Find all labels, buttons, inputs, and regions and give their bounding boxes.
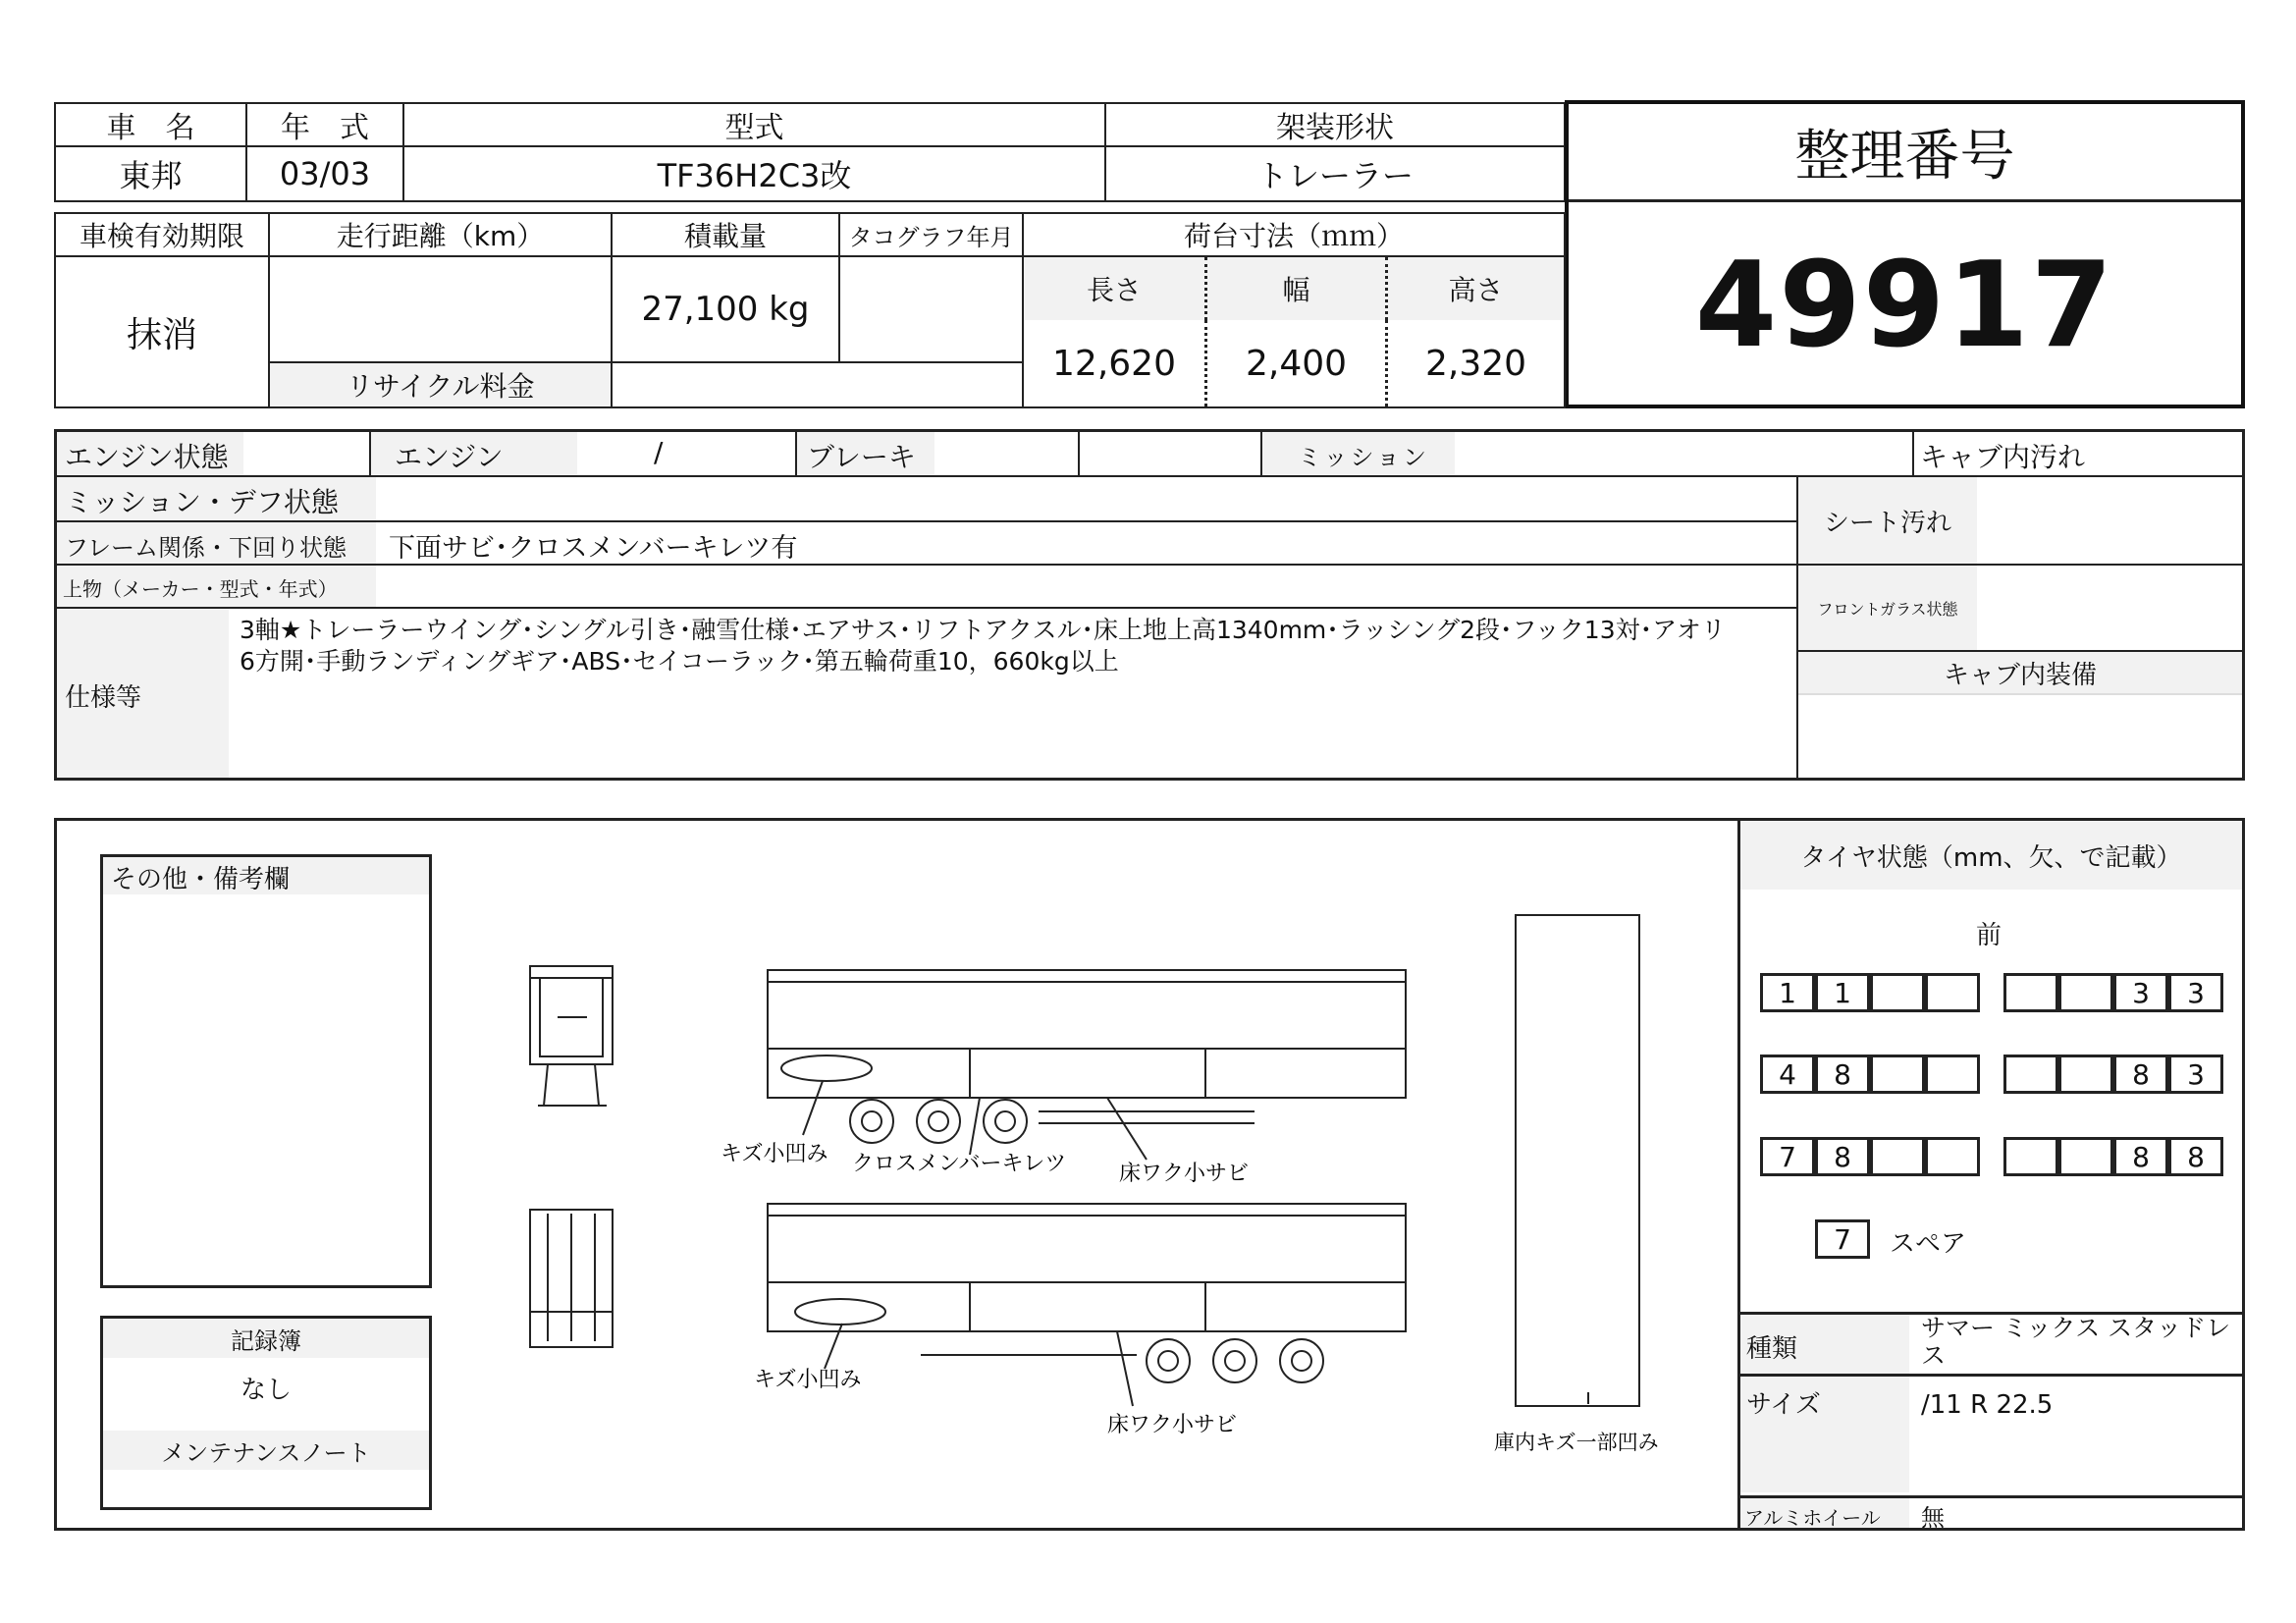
row2-table — [54, 212, 1566, 408]
cross-member-note: クロスメンバーキレツ — [852, 1152, 1067, 1176]
name-value: 東邦 — [54, 145, 247, 202]
height-value: 2,320 — [1385, 320, 1564, 406]
cab-equip-label: キャブ内装備 — [1798, 652, 2242, 695]
tire-cell: 1 — [1815, 973, 1870, 1012]
mileage-value — [268, 255, 613, 363]
floor-rust-note-2: 床ワク小サビ — [1107, 1413, 1238, 1437]
trailer-side-view-top — [768, 970, 1406, 1160]
spare-tire-value: 7 — [1815, 1219, 1870, 1259]
spec-line2: 6方開･手動ランディングギア･ABS･セイコーラック･第五輪荷重10，660kg以上 — [240, 647, 1119, 676]
year-label: 年 式 — [245, 102, 404, 147]
maintenance-label: メンテナンスノート — [103, 1431, 429, 1470]
length-label: 長さ — [1024, 257, 1204, 320]
tire-cell: 8 — [2168, 1137, 2223, 1176]
spec-row — [57, 609, 1796, 778]
spec-label: 仕様等 — [57, 609, 229, 778]
tire-title: タイヤ状態（mm、欠、で記載） — [1740, 821, 2242, 890]
tire-cell — [1870, 1055, 1925, 1094]
alu-wheel-row — [1740, 1498, 2242, 1532]
tire-cell — [2003, 973, 2058, 1012]
cargo-dims — [1022, 255, 1566, 408]
engine-state-label: エンジン状態 — [57, 432, 243, 475]
tire-cell: 3 — [2113, 973, 2168, 1012]
body-label: 架装形状 — [1104, 102, 1566, 147]
engine-label: エンジン — [371, 432, 577, 475]
cargo-label: 荷台寸法（ｍｍ） — [1022, 212, 1566, 257]
record-value: なし — [240, 1376, 292, 1405]
divider — [1078, 432, 1080, 475]
recycle-label: リサイクル料金 — [268, 361, 613, 408]
right-column — [1796, 477, 2242, 778]
damage-note-1: キズ小凹み — [721, 1142, 828, 1166]
year-value: 03/03 — [245, 145, 404, 202]
engine-slash: / — [654, 436, 664, 468]
trailer-rear-view-bottom — [530, 1210, 613, 1347]
mission-diff-label: ミッション・デフ状態 — [57, 477, 376, 520]
cargo-floor-top-view — [1516, 915, 1639, 1406]
remarks-label: その他・備考欄 — [103, 857, 429, 894]
tire-cell — [1870, 973, 1925, 1012]
model-value: TF36H2C3改 — [402, 145, 1106, 202]
brake-label: ブレーキ — [797, 432, 934, 475]
header-table — [54, 102, 1566, 202]
model-label: 型式 — [402, 102, 1106, 147]
spec-line1: 3軸★トレーラーウイング･シングル引き･融雪仕様･エアサス･リフトアクスル･床上地上高1340mm･ラッシング2段･フック13対･アオリ — [240, 616, 1726, 644]
tire-cell: 8 — [1815, 1055, 1870, 1094]
load-label: 積載量 — [611, 212, 840, 257]
tire-type-label: 種類 — [1740, 1315, 1909, 1374]
tire-type-value: サマー ミックス スタッドレス — [1921, 1314, 2231, 1370]
body-value: トレーラー — [1104, 145, 1566, 202]
seat-dirt-label: シート汚れ — [1798, 477, 1977, 564]
trailer-diagrams — [57, 821, 1745, 1534]
tire-cell — [1925, 1137, 1980, 1176]
tire-cell — [1925, 973, 1980, 1012]
trailer-rear-view-top — [530, 966, 613, 1106]
bottom-section — [54, 818, 2245, 1531]
width-value: 2,400 — [1204, 320, 1385, 406]
mission-label: ミッション — [1262, 432, 1455, 475]
tire-panel — [1737, 821, 2242, 1532]
tire-cell: 8 — [2113, 1137, 2168, 1176]
frame-value: 下面サビ･クロスメンバーキレツ有 — [389, 533, 798, 564]
tire-cell — [2058, 1137, 2113, 1176]
tire-cell — [2003, 1055, 2058, 1094]
tacho-label: タコグラフ年月 — [838, 212, 1024, 257]
tire-cell — [1925, 1055, 1980, 1094]
inspection-value: 抹消 — [54, 255, 270, 408]
tire-cell — [2003, 1137, 2058, 1176]
trailer-side-view-bottom — [768, 1204, 1406, 1406]
tire-cell: 1 — [1760, 973, 1815, 1012]
spare-tire-label: スペア — [1890, 1229, 1967, 1259]
interior-damage-note: 庫内キズ一部凹み — [1494, 1431, 1659, 1454]
frame-label: フレーム関係・下回り状態 — [57, 522, 376, 564]
condition-row1 — [57, 432, 2242, 477]
tire-size-row — [1740, 1377, 2242, 1498]
tire-size-label: サイズ — [1740, 1377, 1909, 1492]
inspection-label: 車検有効期限 — [54, 212, 270, 257]
tire-size-value: /11 R 22.5 — [1921, 1390, 2054, 1420]
alu-wheel-label: アルミホイール — [1740, 1498, 1909, 1528]
width-label: 幅 — [1204, 257, 1385, 320]
front-glass-cell — [1798, 566, 2242, 652]
record-label: 記録簿 — [103, 1319, 429, 1358]
tire-cell: 3 — [2168, 973, 2223, 1012]
alu-wheel-value: 無 — [1921, 1504, 1945, 1532]
length-value: 12,620 — [1052, 343, 1176, 384]
front-glass-label: フロントガラス状態 — [1798, 566, 1977, 650]
tire-cell: 3 — [2168, 1055, 2223, 1094]
tire-cell — [1870, 1137, 1925, 1176]
cab-dirt-label: キャブ内汚れ — [1920, 441, 2086, 473]
upper-label: 上物（メーカー・型式・年式） — [57, 566, 376, 607]
reference-label: 整理番号 — [1569, 104, 2241, 202]
mileage-label: 走行距離（km） — [268, 212, 613, 257]
frame-row — [57, 522, 1796, 566]
tire-cell: 8 — [1815, 1137, 1870, 1176]
tire-cell: 8 — [2113, 1055, 2168, 1094]
tire-cell: 7 — [1760, 1137, 1815, 1176]
reference-box — [1565, 100, 2245, 408]
mission-diff-row — [57, 477, 1796, 522]
seat-dirt-cell — [1798, 477, 2242, 566]
tire-cell — [2058, 973, 2113, 1012]
floor-rust-note-1: 床ワク小サビ — [1119, 1162, 1250, 1186]
name-label: 車 名 — [54, 102, 247, 147]
height-label: 高さ — [1385, 257, 1564, 320]
tacho-value — [838, 255, 1024, 363]
tire-front-label: 前 — [1976, 921, 2002, 950]
condition-table — [54, 429, 2245, 781]
upper-row — [57, 566, 1796, 609]
reference-number: 49917 — [1694, 237, 2115, 374]
tire-cell — [2058, 1055, 2113, 1094]
recycle-value — [611, 361, 1024, 408]
damage-note-2: キズ小凹み — [754, 1368, 862, 1392]
load-value: 27,100 kg — [611, 255, 840, 363]
tire-cell: 4 — [1760, 1055, 1815, 1094]
tire-type-row — [1740, 1312, 2242, 1377]
